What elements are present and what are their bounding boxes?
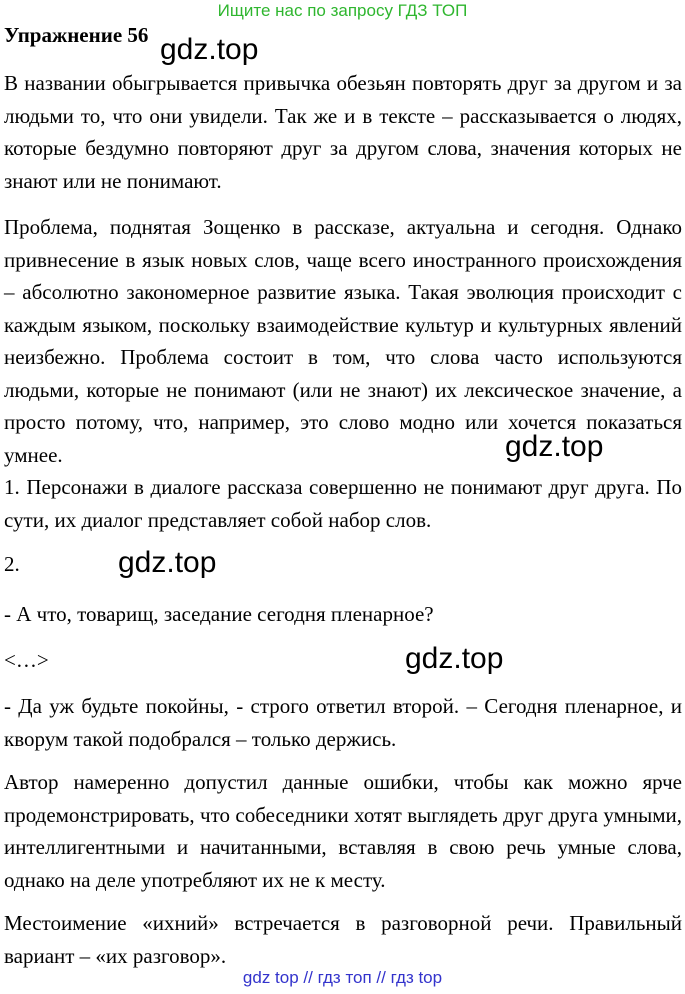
answer-point-1: 1. Персонажи в диалоге рассказа совершенно не понимают друг друга. По сути, их диалог представляет собой набор слов.	[4, 475, 682, 532]
watermark: gdz.top	[505, 430, 604, 463]
watermark: gdz.top	[405, 642, 504, 675]
watermark: gdz.top	[118, 546, 217, 579]
answer-paragraph-2: Проблема, поднятая Зощенко в рассказе, актуальна и сегодня. Однако привнесение в язык новых слов, чаще всего иностранного происхождения – абсолютно закономерное развитие языка. Такая эволюция происходит с каждым языком, поскольку взаимодействие культур и культурных явлений неизбежно. Проблема состоит в том, что слова часто используются людьми, которые не понимают (или не знают) их лексическое значение, а просто потому, что, например, это слово модно или хочется показаться умнее.	[4, 215, 682, 467]
answer-paragraph-3: Автор намеренно допустил данные ошибки, чтобы как можно ярче продемонстрировать, что собеседники хотят выглядеть друг друга умными, интеллигентными и начитанными, вставляя в свою речь умные слова, однако на деле употребляют их не к месту.	[4, 770, 682, 892]
dialogue-line-1: - А что, товарищ, заседание сегодня пленарное?	[4, 602, 434, 626]
exercise-heading: Упражнение 56	[4, 23, 149, 47]
answer-paragraph-1: В названии обыгрывается привычка обезьян повторять друг за другом и за людьми то, что они увидели. Так же и в тексте – рассказывается о людях, которые бездумно повторяют друг за другом слова, значения которых не знают или не понимают.	[4, 71, 682, 193]
dialogue-ellipsis: <…>	[4, 648, 49, 672]
answer-point-2-number: 2.	[4, 552, 20, 576]
answer-paragraph-4: Местоимение «ихний» встречается в разговорной речи. Правильный вариант – «их разговор».	[4, 911, 682, 968]
top-banner: Ищите нас по запросу ГДЗ ТОП	[217, 1, 468, 20]
watermark: gdz.top	[160, 33, 259, 66]
dialogue-line-2: - Да уж будьте покойны, - строго ответил второй. – Сегодня пленарное, и кворум такой подобрался – только держись.	[4, 694, 682, 751]
bottom-banner: gdz top // гдз топ // гдз top	[242, 968, 443, 987]
